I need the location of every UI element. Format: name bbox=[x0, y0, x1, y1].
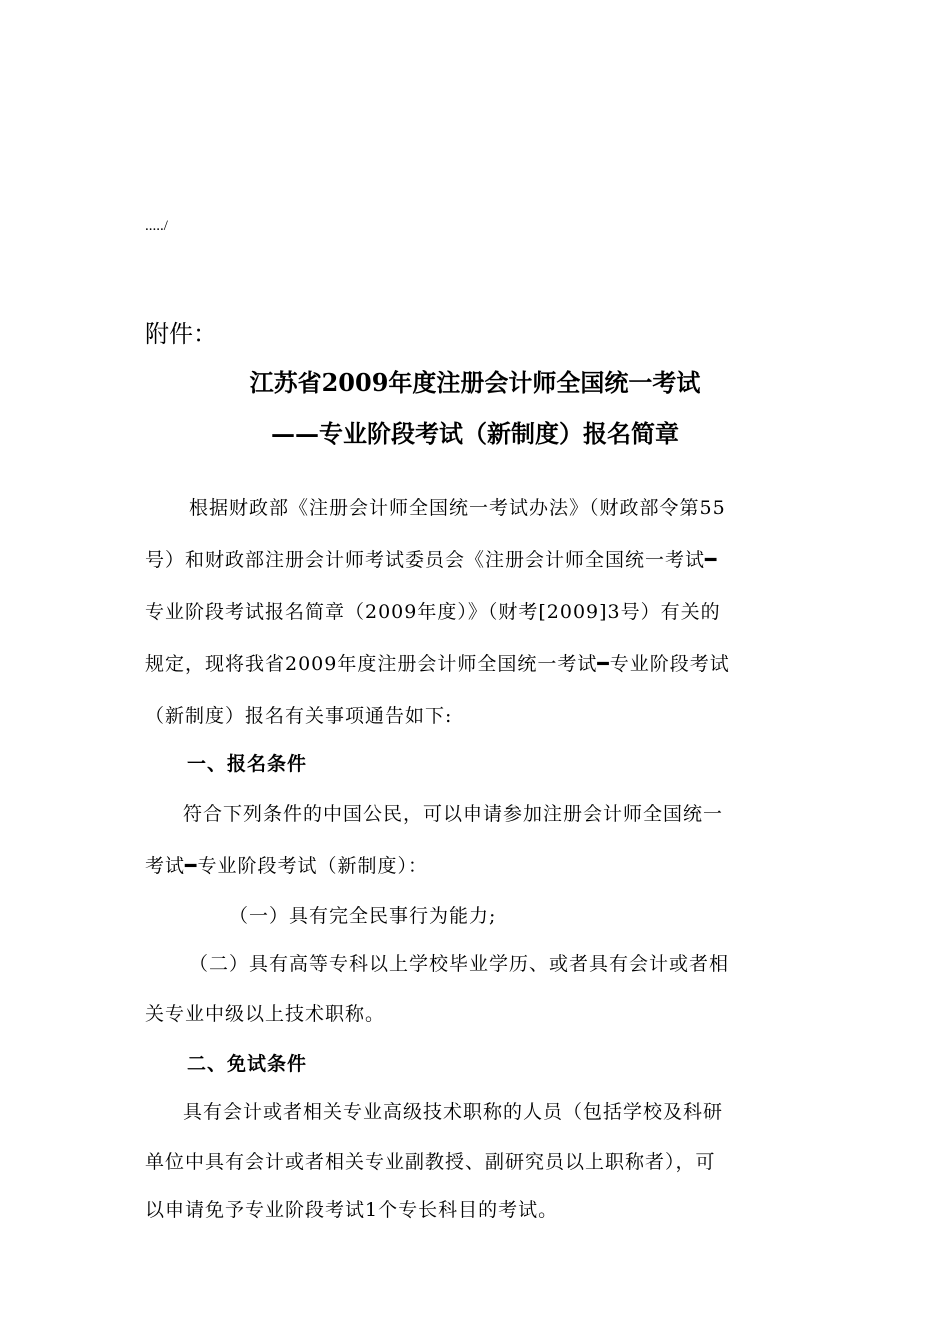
intro-line-5: （新制度）报名有关事项通告如下: bbox=[145, 705, 453, 727]
condition-item-2-line-1: （二）具有高等专科以上学校毕业学历、或者具有会计或者相 bbox=[189, 953, 730, 975]
section1-para-line-1: 符合下列条件的中国公民，可以申请参加注册会计师全国统一 bbox=[183, 803, 724, 825]
intro-line-1: 根据财政部《注册会计师全国统一考试办法》（财政部令第55 bbox=[189, 497, 726, 519]
document-title: 江苏省2009年度注册会计师全国统一考试 bbox=[249, 368, 701, 397]
section1-para-line-2: 考试━专业阶段考试（新制度）： bbox=[145, 855, 428, 877]
section-heading-exemption: 二、免试条件 bbox=[187, 1053, 308, 1075]
page-marker: ...../ bbox=[145, 218, 168, 234]
document-subtitle: ——专业阶段考试（新制度）报名简章 bbox=[271, 419, 679, 448]
intro-line-2: 号）和财政部注册会计师考试委员会《注册会计师全国统一考试━ bbox=[145, 549, 718, 571]
intro-line-4: 规定，现将我省2009年度注册会计师全国统一考试━专业阶段考试 bbox=[145, 653, 730, 675]
attachment-label: 附件： bbox=[145, 320, 217, 348]
intro-line-3: 专业阶段考试报名简章（2009年度）》（财考[2009]3号）有关的 bbox=[145, 601, 721, 623]
section2-para-line-3: 以申请免予专业阶段考试1个专长科目的考试。 bbox=[145, 1199, 559, 1221]
section2-para-line-2: 单位中具有会计或者相关专业副教授、副研究员以上职称者），可 bbox=[145, 1151, 716, 1173]
section-heading-registration: 一、报名条件 bbox=[187, 753, 308, 775]
condition-item-2-line-2: 关专业中级以上技术职称。 bbox=[145, 1003, 386, 1025]
condition-item-1: （一）具有完全民事行为能力; bbox=[229, 905, 497, 927]
section2-para-line-1: 具有会计或者相关专业高级技术职称的人员（包括学校及科研 bbox=[183, 1101, 724, 1123]
